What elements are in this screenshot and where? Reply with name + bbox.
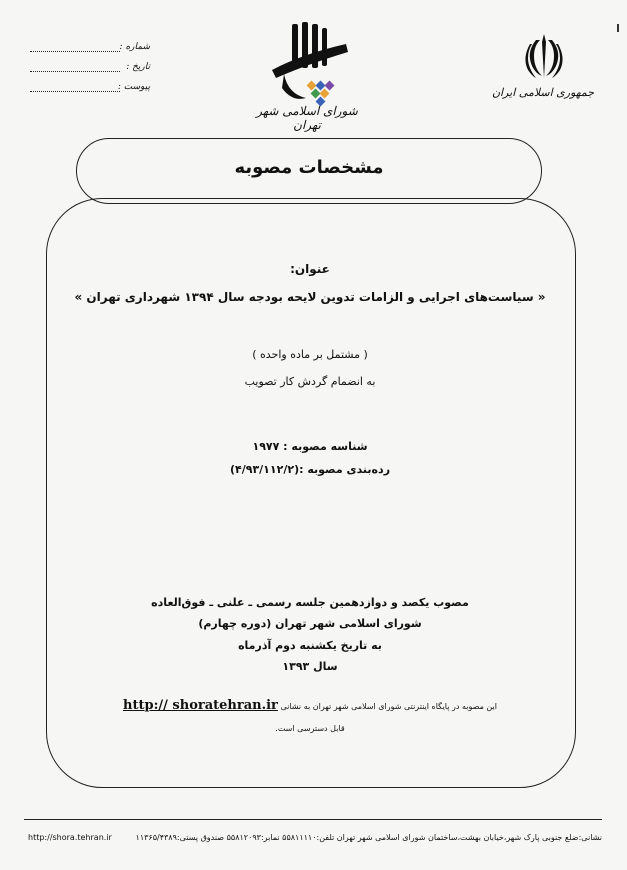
iran-emblem: [522, 30, 566, 82]
resolution-id: شناسه مصوبه : ۱۹۷۷: [252, 440, 368, 453]
approval-line-session: مصوب یکصد و دوازدهمین جلسه رسمی ـ علنی ـ فوق‌العاده: [151, 596, 469, 609]
date-dotted-line: [30, 71, 120, 72]
approval-line-year: سال ۱۳۹۳: [282, 660, 338, 673]
date-field: [30, 60, 150, 80]
workflow-note: به انضمام گردش کار تصویب: [244, 375, 376, 388]
attachment-label: پیوست :: [117, 82, 150, 92]
emblem-text: جمهوری اسلامی ایران: [491, 86, 595, 99]
number-dotted-line: [30, 51, 120, 52]
website-note-text: این مصوبه در پایگاه اینترنتی شورای اسلامی شهر تهران به نشانی: [280, 702, 497, 711]
footer-divider: [24, 819, 602, 820]
footer-site-link[interactable]: http://shora.tehran.ir: [28, 833, 112, 842]
availability-text: قابل دسترسی است.: [275, 724, 345, 733]
subject-title: « سیاست‌های اجرایی و الزامات تدوین لایحه بودجه سال ۱۳۹۴ شهرداری تهران »: [74, 290, 546, 304]
subject-label: عنوان:: [290, 262, 330, 276]
council-logo-text: شورای اسلامی شهر تهران: [256, 104, 358, 132]
number-field: [30, 40, 150, 60]
approval-line-council: شورای اسلامی شهر تهران (دوره چهارم): [198, 617, 422, 630]
website-link[interactable]: http:// shoratehran.ir: [123, 698, 278, 713]
document-title: مشخصات مصوبه: [234, 157, 384, 178]
header-fields: [30, 40, 150, 100]
title-frame: [76, 138, 542, 204]
resolution-classification: رده‌بندی مصوبه :(۴/۹۳/۱۱۲/۲): [229, 463, 391, 476]
footer-address: نشانی:ضلع جنوبی پارک شهر،خیابان بهشت،ساختمان شورای اسلامی شهر تهران تلفن:۵۵۸۱۱۱۱۰ نمابر:۵۵۸۱۲۰۹۳ صندوق پستی:۱۱۳۶۵/۴۳۸۹: [135, 833, 602, 842]
approval-line-date: به تاریخ یکشنبه دوم آذرماه: [238, 639, 382, 652]
scan-edge-mark: [617, 24, 619, 32]
single-article-note: ( مشتمل بر ماده واحده ): [252, 348, 368, 361]
attachment-field: [30, 80, 150, 100]
attachment-dotted-line: [30, 91, 120, 92]
number-label: شماره :: [119, 42, 150, 52]
date-label: تاریخ :: [126, 62, 150, 72]
website-note: [70, 698, 550, 713]
footer: [28, 833, 602, 847]
